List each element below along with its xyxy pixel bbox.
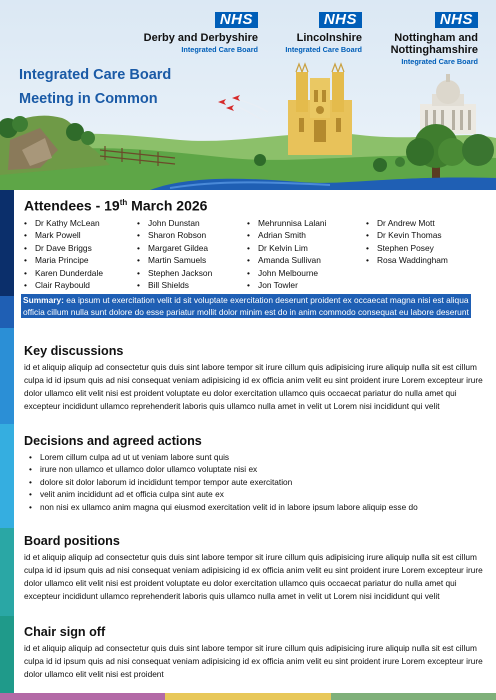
footer-segment-purple (0, 693, 165, 700)
sidebar-segment-key-discussions (0, 328, 14, 424)
section-body: id et aliquip aliquip ad consectetur quis duis sint labore tempor sit irure cillum quis adipisicing irure aliquip nulla sit est cillum culpa id id ipsum quis ad nisi consequat veniam adipisicing id ex officia anim velit eu sint proident irure Lorem excepteur irure dolor ullamco elit velit nisi est proident (24, 643, 483, 679)
sidebar-segment-chair-sign-off (0, 616, 14, 694)
sidebar-segment-decisions (0, 424, 14, 528)
summary-text (21, 294, 471, 318)
attendee: • Mehrunnisa Lalani (247, 217, 326, 229)
list-item: • Lorem cillum culpa ad ut ut veniam labore sunt quis (24, 451, 464, 463)
org-subtitle: Integrated Care Board (401, 57, 478, 66)
org-name-line2: Nottinghamshire (390, 44, 478, 56)
list-item: • dolore sit dolor laborum id incididunt tempor tempor aute exercitation (24, 476, 464, 488)
decisions-list (24, 451, 484, 513)
summary-box (21, 295, 471, 318)
sidebar-segment-board-positions (0, 528, 14, 616)
section-heading: Chair sign off (24, 625, 106, 639)
attendee: • Dr Andrew Mott (366, 217, 448, 229)
org-derby-derbyshire-logo (130, 11, 258, 54)
org-name: Lincolnshire (296, 32, 362, 44)
attendee: • Rosa Waddingham (366, 254, 448, 266)
section-chair-sign-off (24, 624, 484, 681)
list-item: • non nisi ex ullamco anim magna qui eiusmod exercitation velit id in labore ipsum labore aliquip esse do (24, 501, 464, 513)
org-lincolnshire-logo (272, 11, 362, 54)
org-nottingham-logo (378, 11, 478, 66)
section-key-discussions (24, 343, 484, 413)
attendee: • Adrian Smith (247, 229, 326, 241)
attendees-list (24, 217, 484, 295)
attendee: • Dr Kelvin Lim (247, 242, 326, 254)
footer-colour-strip (0, 693, 496, 700)
attendees-column-3 (247, 217, 326, 291)
attendees-column-1 (24, 217, 103, 291)
header-banner (0, 0, 496, 190)
attendee: • Bill Shields (137, 279, 212, 291)
page-title (19, 63, 171, 111)
summary-label: Summary: (23, 295, 64, 305)
attendee: • Margaret Gildea (137, 242, 212, 254)
nhs-logo: NHS (215, 12, 258, 28)
attendee: • Martin Samuels (137, 254, 212, 266)
attendees-column-2 (137, 217, 212, 291)
attendee: • Stephen Posey (366, 242, 448, 254)
attendees-heading-suffix: March 2026 (127, 197, 208, 214)
org-name-line1: Nottingham and (394, 32, 478, 44)
attendees-heading-sup: th (119, 198, 128, 207)
attendee: • Dr Kathy McLean (24, 217, 103, 229)
attendees-heading-prefix: Attendees - 19 (24, 197, 120, 214)
attendee: • Karen Dunderdale (24, 267, 103, 279)
section-body: id et aliquip aliquip ad consectetur quis duis sint labore tempor sit irure cillum quis adipisicing irure aliquip nulla sit est cillum culpa id id ipsum quis ad nisi consequat veniam adipisicing id ex officia anim velit eu sint proident irure Lorem excepteur irure dolor ullamco elit velit nisi est proident voluptate eu dolor exercitation ullamco quis occaecat pariatur do nulla amet qui excepteur incididunt ullamco reprehenderit laboris quis ullamco nulla amet in velit ut Lorem nisi incididunt qui velit (24, 362, 483, 411)
attendee: • Mark Powell (24, 229, 103, 241)
attendee: • Dr Dave Briggs (24, 242, 103, 254)
attendee: • Sharon Robson (137, 229, 212, 241)
title-line-2: Meeting in Common (19, 91, 158, 107)
section-board-positions (24, 533, 484, 603)
nhs-logo: NHS (435, 12, 478, 28)
attendee: • Jon Towler (247, 279, 326, 291)
attendee: • Clair Raybould (24, 279, 103, 291)
list-item: • velit anim incididunt ad et officia culpa sint aute ex (24, 488, 464, 500)
sidebar-segment-summary (0, 296, 14, 328)
org-name: Derby and Derbyshire (143, 32, 258, 44)
attendees-heading (24, 194, 484, 215)
attendee: • Amanda Sullivan (247, 254, 326, 266)
section-heading: Key discussions (24, 344, 124, 358)
main-content (23, 194, 484, 679)
sidebar-segment-attendees (0, 190, 14, 296)
section-body: id et aliquip aliquip ad consectetur quis duis sint labore tempor sit irure cillum quis adipisicing irure aliquip nulla sit est cillum culpa id id ipsum quis ad nisi consequat veniam adipisicing id ex officia anim velit eu sint proident irure Lorem excepteur irure dolor ullamco elit velit nisi est proident voluptate eu dolor exercitation ullamco quis occaecat pariatur do nulla amet qui excepteur incididunt ullamco reprehenderit laboris quis ullamco nulla amet in velit ut Lorem nisi incididunt qui velit (24, 552, 483, 601)
summary-body: ea ipsum ut exercitation velit id sit voluptate exercitation deserunt proident ex occaecat magna nisi est aliqua officia cillum nulla sunt dolore do esse pariatur mollit dolor minim est do in anim commodo consequat eu labore deserunt (23, 295, 469, 317)
org-subtitle: Integrated Care Board (285, 45, 362, 54)
section-heading: Decisions and agreed actions (24, 434, 202, 448)
footer-segment-green (331, 693, 496, 700)
nhs-logo: NHS (319, 12, 362, 28)
attendees-column-4 (366, 217, 448, 267)
list-item: • irure non ullamco et ullamco dolor ullamco voluptate nisi ex (24, 463, 464, 475)
attendee: • Maria Principe (24, 254, 103, 266)
section-heading: Board positions (24, 534, 120, 548)
attendee: • Dr Kevin Thomas (366, 229, 448, 241)
title-line-1: Integrated Care Board (19, 67, 172, 83)
org-subtitle: Integrated Care Board (181, 45, 258, 54)
section-decisions (24, 433, 484, 513)
side-colour-bar (0, 190, 14, 694)
attendee: • Stephen Jackson (137, 267, 212, 279)
footer-segment-yellow (165, 693, 330, 700)
attendee: • John Dunstan (137, 217, 212, 229)
attendee: • John Melbourne (247, 267, 326, 279)
